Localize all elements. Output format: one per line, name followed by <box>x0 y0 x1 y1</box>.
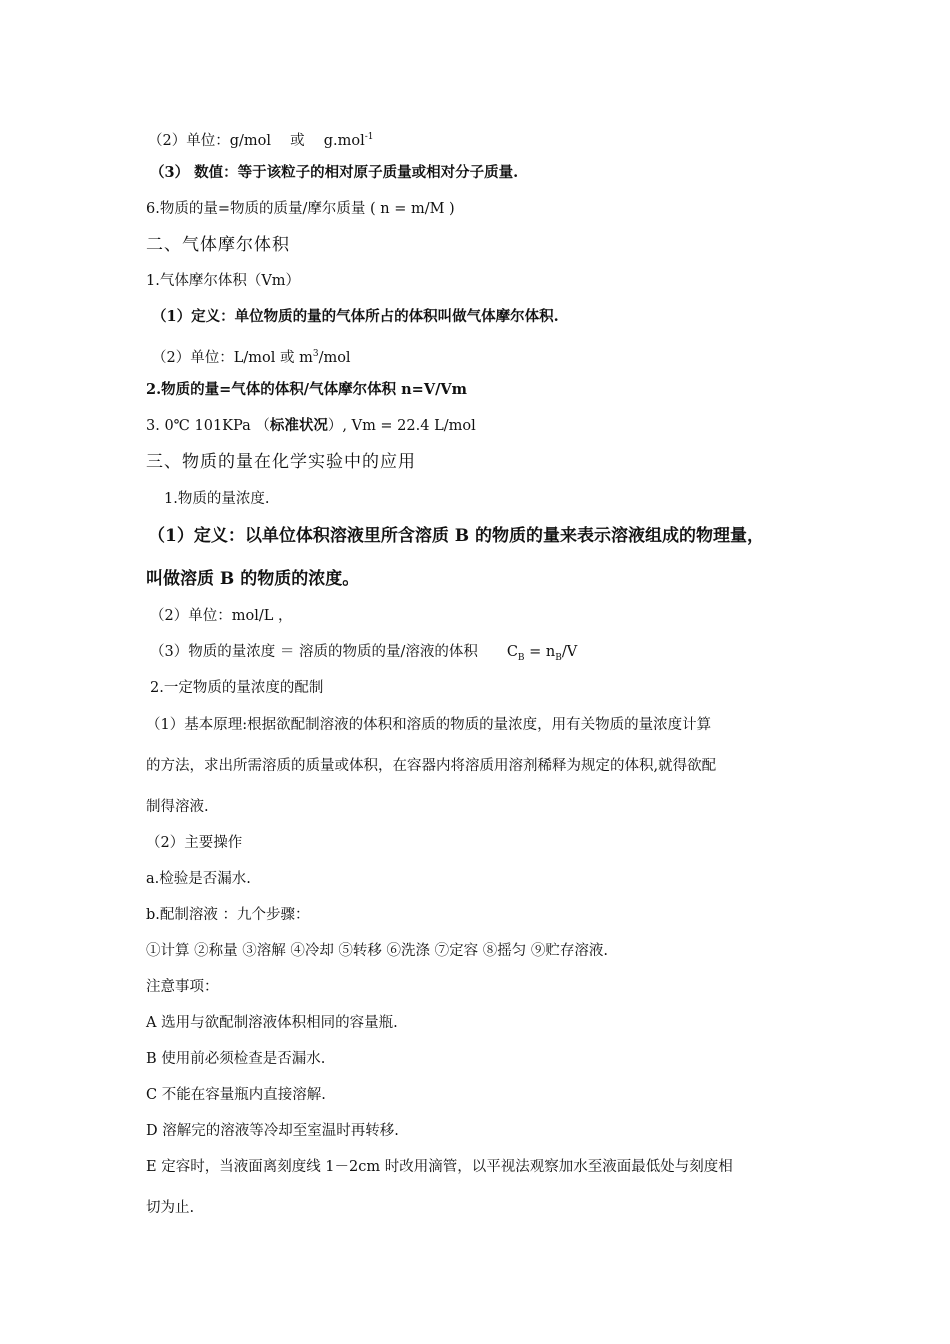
note-e-cont: 切为止. <box>146 1200 195 1216</box>
value-line: （3） 数值：等于该粒子的相对原子质量或相对分子质量. <box>150 164 519 181</box>
steps-heading: b.配制溶液 ：九个步骤： <box>146 907 310 923</box>
item-preparation: 2.一定物质的量浓度的配制 <box>150 680 324 696</box>
note-a: A 选用与欲配制溶液体积相同的容量瓶. <box>146 1015 398 1031</box>
principle-line-3: 制得溶液. <box>146 799 209 815</box>
item-gas-molar-volume: 1.气体摩尔体积（Vm） <box>146 273 301 289</box>
section-heading-2: 二、气体摩尔体积 <box>146 235 290 255</box>
leak-check-line: a.检验是否漏水. <box>146 871 251 887</box>
definition-line-2: （1）定义：以单位体积溶液里所含溶质 B 的物质的量来表示溶液组成的物理量， <box>148 526 765 546</box>
note-b: B 使用前必须检查是否漏水. <box>146 1051 326 1067</box>
notes-heading: 注意事项： <box>146 979 219 995</box>
steps-list: ①计算 ②称量 ③溶解 ④冷却 ⑤转移 ⑥洗涤 ⑦定容 ⑧摇匀 ⑨贮存溶液. <box>146 943 608 959</box>
definition-line-2-cont: 叫做溶质 B 的物质的浓度。 <box>146 569 360 589</box>
note-e: E 定容时，当液面离刻度线 1－2cm 时改用滴管，以平视法观察加水至液面最低处与刻度相 <box>146 1159 733 1175</box>
unit-line-1: （2）单位：g/mol 或 g.mol$^{-1}$ <box>148 132 374 149</box>
main-operations-heading: （2）主要操作 <box>146 835 243 851</box>
formula-line-2: 2.物质的量=气体的体积/气体摩尔体积 n=V/Vm <box>146 381 467 398</box>
principle-line-2: 的方法，求出所需溶质的质量或体积，在容器内将溶质用溶剂稀释为规定的体积,就得欲配 <box>146 758 717 774</box>
concentration-formula-line: （3）物质的量浓度 ＝ 溶质的物质的量/溶液的体积 $C_B = n_B/V$ <box>150 644 578 663</box>
formula-line-1: 6.物质的量=物质的质量/摩尔质量 ( n = m/M ) <box>146 201 455 217</box>
note-d: D 溶解完的溶液等冷却至室温时再转移. <box>146 1123 399 1139</box>
principle-line-1: （1）基本原理:根据欲配制溶液的体积和溶质的物质的量浓度，用有关物质的量浓度计算 <box>146 717 712 733</box>
definition-line-1: （1）定义：单位物质的量的气体所占的体积叫做气体摩尔体积. <box>152 308 559 325</box>
unit-line-3: （2）单位：mol/L ， <box>150 608 293 624</box>
note-c: C 不能在容量瓶内直接溶解. <box>146 1087 326 1103</box>
unit-line-2: （2）单位：L/mol 或 $m^3$/mol <box>152 349 351 366</box>
standard-condition-line: 3. 0℃ 101KPa （标准状况）, Vm = 22.4 L/mol <box>146 417 476 434</box>
section-heading-3: 三、物质的量在化学实验中的应用 <box>146 452 416 472</box>
item-concentration: 1.物质的量浓度. <box>164 491 270 507</box>
